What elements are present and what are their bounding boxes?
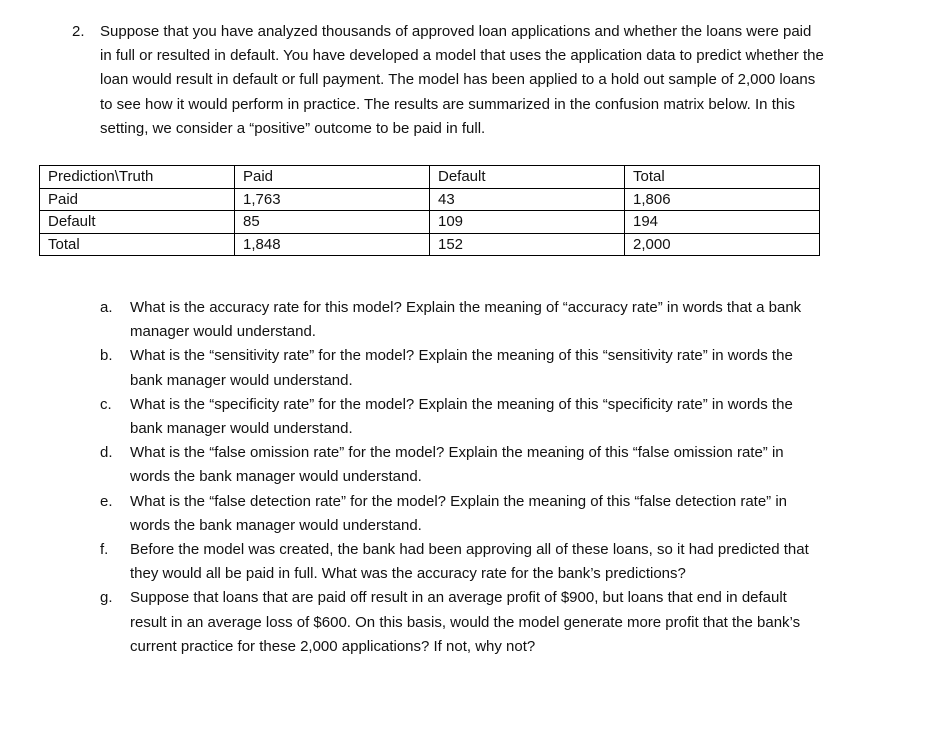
table-cell: 2,000 [625,233,820,256]
subquestion-item [0,441,820,489]
subquestion-letter: f. [100,541,109,559]
subquestion-text: What is the “sensitivity rate” for the model? Explain the meaning of this “sensitivity rate” in words the bank manager would understand. [130,347,793,389]
subquestion-letter: d. [100,444,113,462]
subquestion-letter: c. [100,395,112,413]
subquestion-letter: a. [100,299,113,316]
table-row [40,233,820,256]
header-cell: Default [430,166,625,189]
table-cell: 194 [625,211,820,234]
question-intro: Suppose that you have analyzed thousands of approved loan applications and whether the loans were paid in full or resulted in default. You have developed a model that uses the application data to predict whether the loan would result in default or full payment. The model has been applied to a hold out sample of 2,000 loans to see how it would perform in practice. The results are summarized in the confusion matrix below. In this setting, we consider a “positive” outcome to be paid in full. [100,23,824,137]
subquestion-letter: g. [100,589,113,607]
table-cell: 1,806 [625,188,820,211]
subquestion-item [0,393,820,441]
table-cell: 152 [430,233,625,256]
row-label: Default [40,211,235,234]
table-cell: 43 [430,188,625,211]
table-row [40,211,820,234]
subquestion-item [0,586,820,659]
row-label: Total [40,233,235,256]
table-cell: 85 [235,211,430,234]
subquestion-text: Suppose that loans that are paid off result in an average profit of $900, but loans that end in default result in an average loss of $600. On this basis, would the model generate more profit that the bank’s current practice for these 2,000 applications? If not, why not? [130,589,801,655]
header-cell: Paid [235,166,430,189]
table-cell: 109 [430,211,625,234]
subquestion-text: What is the “specificity rate” for the model? Explain the meaning of this “specificity rate” in words the bank manager would understand. [130,395,793,438]
table-header-row [40,166,820,189]
row-label: Paid [40,188,235,211]
subquestion-text: Before the model was created, the bank had been approving all of these loans, so it had predicted that they would all be paid in full. What was the accuracy rate for the bank’s predictions? [130,541,809,583]
subquestion-text: What is the accuracy rate for this model? Explain the meaning of “accuracy rate” in words that a bank manager would understand. [130,299,802,341]
header-cell: Total [625,166,820,189]
table-cell: 1,848 [235,233,430,256]
table-cell: 1,763 [235,188,430,211]
subquestion-letter: b. [100,347,113,365]
confusion-matrix-table [39,165,820,256]
subquestion-item [0,538,820,586]
subquestion-letter: e. [100,492,113,510]
table-row [40,188,820,211]
subquestion-item [0,344,820,392]
subquestion-item [0,296,820,344]
subquestion-list [0,296,933,659]
question-number: 2. [72,23,85,40]
subquestion-text: What is the “false omission rate” for the model? Explain the meaning of this “false omission rate” in words the bank manager would understand. [130,444,784,486]
subquestion-item [0,490,820,538]
subquestion-text: What is the “false detection rate” for the model? Explain the meaning of this “false detection rate” in words the bank manager would understand. [130,492,788,534]
header-cell: Prediction\Truth [40,166,235,189]
